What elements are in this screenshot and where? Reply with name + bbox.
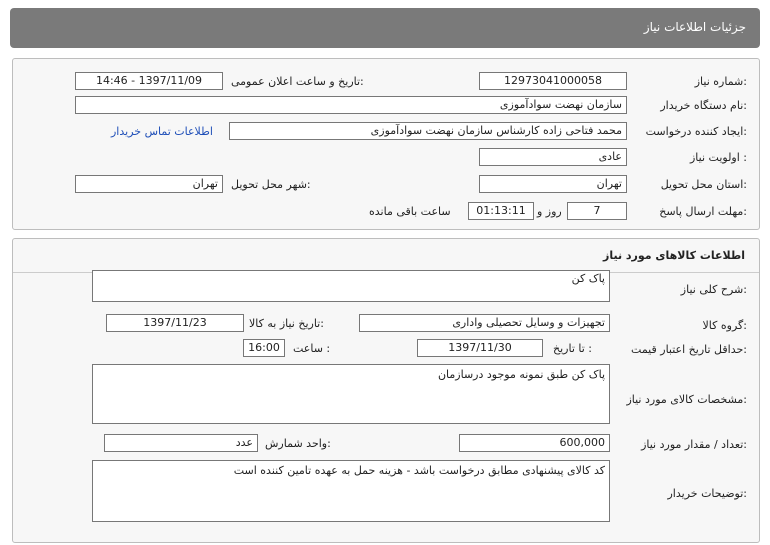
time-field: 16:00: [243, 339, 285, 357]
need-date-label: تاریخ نیاز به کالا:: [249, 317, 324, 330]
priority-label: اولویت نیاز :: [689, 151, 747, 164]
city-label: شهر محل تحویل:: [231, 178, 311, 191]
price-validity-label: حداقل تاریخ اعتبار قیمت:: [631, 343, 747, 356]
unit-field: عدد: [104, 434, 258, 452]
province-label: استان محل تحویل:: [660, 178, 747, 191]
unit-label: واحد شمارش:: [265, 437, 331, 450]
page-header: [10, 8, 760, 48]
buyer-contact-link[interactable]: اطلاعات تماس خریدار: [111, 125, 213, 138]
need-info-panel: [12, 58, 760, 230]
buyer-org-field: سازمان نهضت سوادآموزی: [75, 96, 627, 114]
goods-info-panel: [12, 238, 760, 543]
creator-field: محمد فتاحی زاده کارشناس سازمان نهضت سوادآموزی: [229, 122, 627, 140]
goods-section-title: اطلاعات کالاهای مورد نیاز: [603, 249, 745, 262]
need-number-label: شماره نیاز:: [694, 75, 747, 88]
quantity-field: 600,000: [459, 434, 610, 452]
days-unit-label: روز و: [537, 205, 562, 218]
goods-group-label: گروه کالا:: [702, 319, 747, 332]
spec-label: مشخصات کالای مورد نیاز:: [626, 393, 747, 406]
announce-date-field: 1397/11/09 - 14:46: [75, 72, 223, 90]
until-date-field: 1397/11/30: [417, 339, 543, 357]
deadline-label: مهلت ارسال پاسخ:: [659, 205, 747, 218]
goods-group-field: تجهیزات و وسایل تحصیلی واداری: [359, 314, 610, 332]
buyer-notes-label: توضیحات خریدار:: [667, 487, 747, 500]
need-date-field: 1397/11/23: [106, 314, 244, 332]
until-date-label: تا تاریخ :: [553, 342, 592, 355]
deadline-time-field: 01:13:11: [468, 202, 534, 220]
spec-field: پاک کن طبق نمونه موجود درسازمان: [92, 364, 610, 424]
time-label: ساعت :: [293, 342, 331, 355]
buyer-notes-field: کد کالای پیشنهادی مطابق درخواست باشد - هزینه حمل به عهده تامین کننده است: [92, 460, 610, 522]
announce-date-label: تاریخ و ساعت اعلان عمومی:: [231, 75, 364, 88]
city-field: تهران: [75, 175, 223, 193]
deadline-days-field: 7: [567, 202, 627, 220]
need-number-field: 12973041000058: [479, 72, 627, 90]
remaining-label: ساعت باقی مانده: [369, 205, 451, 218]
quantity-label: تعداد / مقدار مورد نیاز:: [641, 438, 747, 451]
page-title: جزئیات اطلاعات نیاز: [643, 20, 746, 34]
description-label: شرح کلی نیاز:: [680, 283, 747, 296]
buyer-org-label: نام دستگاه خریدار:: [660, 99, 747, 112]
creator-label: ایجاد کننده درخواست:: [645, 125, 747, 138]
priority-field: عادی: [479, 148, 627, 166]
province-field: تهران: [479, 175, 627, 193]
description-field: پاک کن: [92, 270, 610, 302]
